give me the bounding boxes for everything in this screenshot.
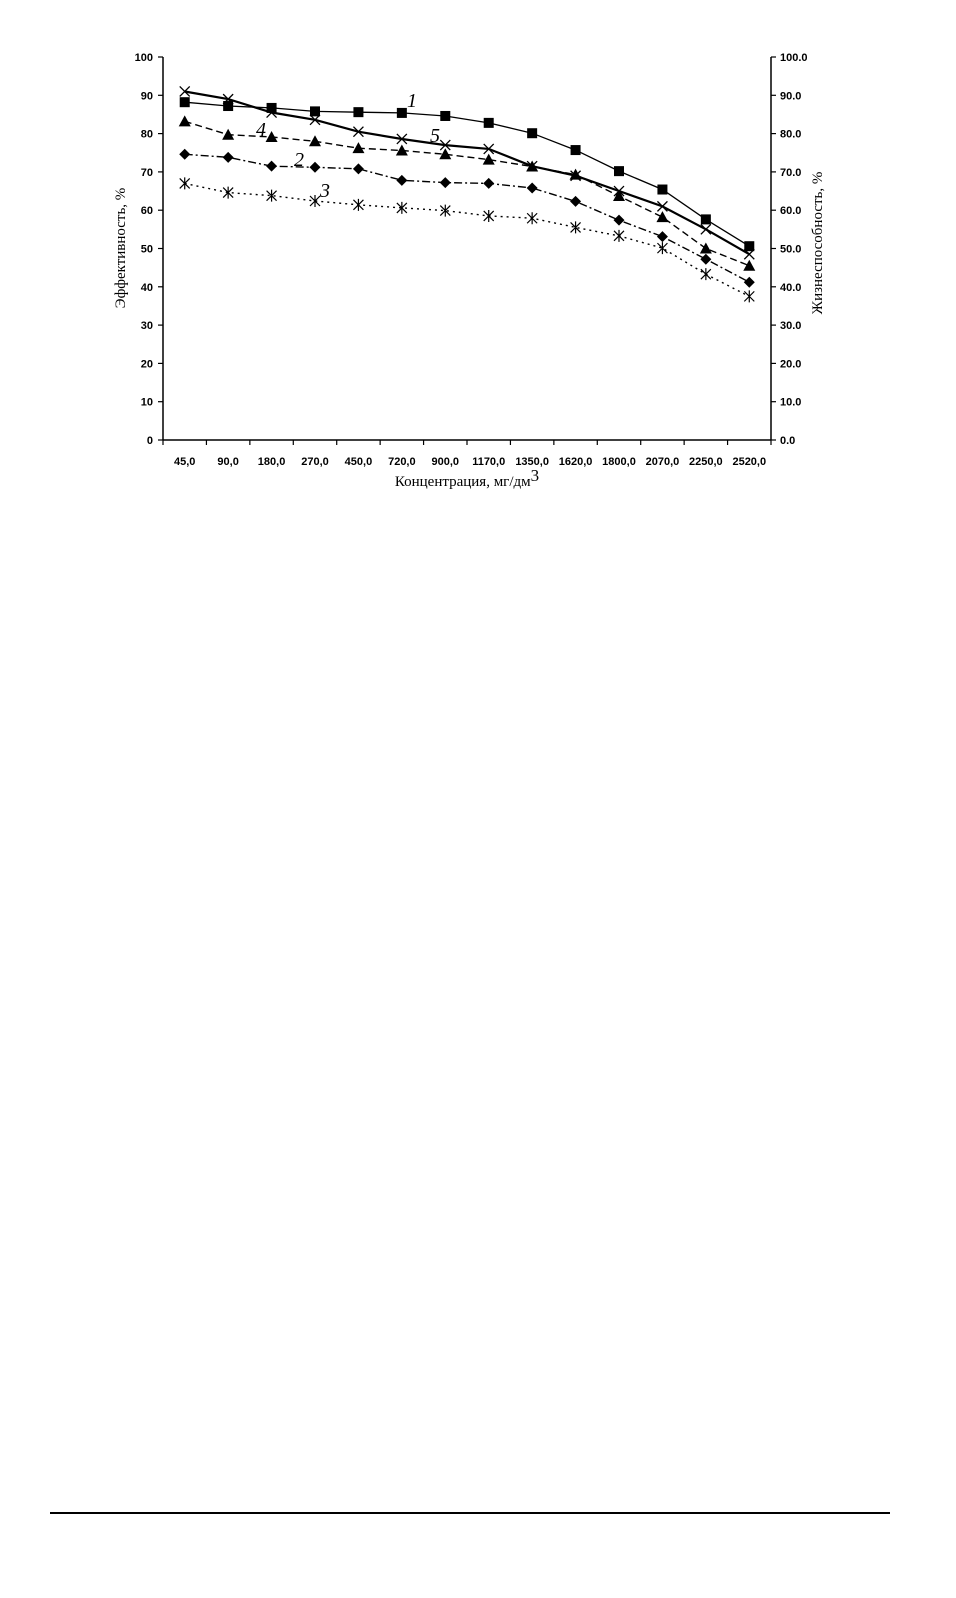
data-point-3	[701, 268, 711, 280]
data-point-3	[180, 177, 190, 189]
data-point-3	[310, 195, 320, 207]
data-point-4	[700, 243, 712, 254]
data-point-2	[310, 162, 321, 173]
data-point-1	[310, 106, 320, 116]
series-line-5	[185, 92, 750, 255]
data-point-3	[484, 210, 494, 222]
data-point-2	[223, 152, 234, 163]
y-tick-label-left: 90	[140, 90, 153, 103]
data-point-3	[527, 212, 537, 224]
data-point-5	[657, 201, 667, 211]
data-point-3	[614, 230, 624, 242]
data-point-2	[440, 177, 451, 188]
data-point-2	[744, 277, 755, 288]
x-tick-label: 1170,0	[472, 456, 506, 468]
data-point-3	[744, 290, 754, 302]
y-tick-label-right: 100.0	[780, 52, 808, 64]
x-tick-label: 270,0	[301, 456, 329, 468]
data-point-1	[571, 145, 581, 155]
data-point-4	[179, 115, 191, 126]
y-tick-label-left: 20	[140, 358, 153, 371]
x-tick-label: 1350,0	[515, 456, 549, 468]
y-tick-label-right: 0.0	[780, 435, 796, 447]
footer-divider	[50, 1512, 890, 1514]
x-tick-label: 2070,0	[645, 456, 680, 468]
data-point-1	[744, 241, 754, 251]
data-point-2	[614, 215, 625, 226]
data-point-1	[353, 107, 363, 117]
data-point-5	[701, 224, 711, 234]
data-point-2	[483, 178, 494, 189]
data-point-2	[570, 196, 581, 207]
series-label-5: 5	[430, 125, 440, 147]
y-tick-label-left: 60	[140, 205, 153, 218]
y-tick-label-right: 10.0	[780, 396, 802, 409]
y-tick-label-right: 90.0	[780, 90, 802, 103]
x-tick-label: 2520,0	[732, 456, 767, 468]
x-axis-title-sup: 3	[530, 466, 540, 485]
y-tick-label-left: 50	[140, 243, 153, 256]
y-axis-right-title: Жизнеспособность, %	[810, 171, 826, 315]
y-tick-label-left: 0	[146, 435, 153, 447]
data-point-1	[440, 111, 450, 121]
data-point-4	[266, 131, 278, 142]
y-tick-label-left: 80	[140, 128, 153, 141]
data-point-4	[352, 142, 364, 153]
y-tick-label-right: 40.0	[780, 281, 802, 294]
data-point-1	[267, 103, 277, 113]
x-axis-title-text: Концентрация, мг/дм	[394, 474, 531, 490]
y-tick-label-right: 30.0	[780, 320, 802, 333]
data-point-1	[180, 97, 190, 107]
data-point-2	[657, 231, 668, 242]
data-point-2	[353, 163, 364, 174]
x-tick-label: 720,0	[388, 456, 416, 468]
y-axis-left-title: Эффективность, %	[113, 187, 129, 309]
x-tick-label: 450,0	[344, 456, 373, 468]
data-point-1	[397, 108, 407, 118]
data-point-4	[309, 135, 321, 146]
data-point-4	[656, 211, 668, 222]
data-point-3	[353, 199, 363, 211]
data-point-1	[527, 128, 537, 138]
data-point-4	[743, 260, 755, 271]
y-tick-label-right: 20.0	[780, 358, 802, 371]
y-tick-label-left: 30	[140, 320, 153, 333]
y-tick-label-right: 50.0	[780, 243, 802, 256]
x-tick-label: 2250,0	[689, 456, 723, 468]
y-tick-label-left: 40	[140, 281, 153, 294]
series-label-3: 3	[320, 180, 330, 202]
axes	[163, 57, 771, 440]
series-line-1	[185, 102, 750, 246]
series-label-2: 2	[294, 149, 304, 171]
data-point-2	[396, 175, 407, 186]
data-point-2	[700, 254, 711, 265]
y-tick-label-left: 10	[140, 396, 153, 409]
x-tick-label: 90,0	[217, 456, 239, 468]
data-point-3	[223, 187, 233, 199]
y-tick-label-right: 80.0	[780, 128, 802, 141]
data-point-1	[484, 118, 494, 128]
x-tick-label: 1800,0	[602, 456, 636, 468]
data-point-2	[527, 182, 538, 193]
series-label-1: 1	[407, 90, 417, 112]
data-point-2	[266, 161, 277, 172]
data-point-1	[614, 166, 624, 176]
x-tick-label: 900,0	[431, 456, 460, 468]
series-label-4: 4	[256, 119, 266, 141]
y-tick-label-right: 70.0	[780, 166, 802, 179]
y-tick-label-right: 60.0	[780, 205, 802, 218]
y-tick-label-left: 100	[134, 52, 153, 64]
data-point-1	[701, 214, 711, 224]
y-tick-label-left: 70	[140, 166, 153, 179]
data-point-3	[657, 242, 667, 254]
x-axis-title	[395, 466, 539, 490]
x-tick-label: 45,0	[174, 456, 196, 468]
x-tick-label: 180,0	[257, 456, 286, 468]
x-tick-label: 1620,0	[558, 456, 593, 468]
data-point-2	[179, 149, 190, 160]
data-point-1	[657, 185, 667, 195]
